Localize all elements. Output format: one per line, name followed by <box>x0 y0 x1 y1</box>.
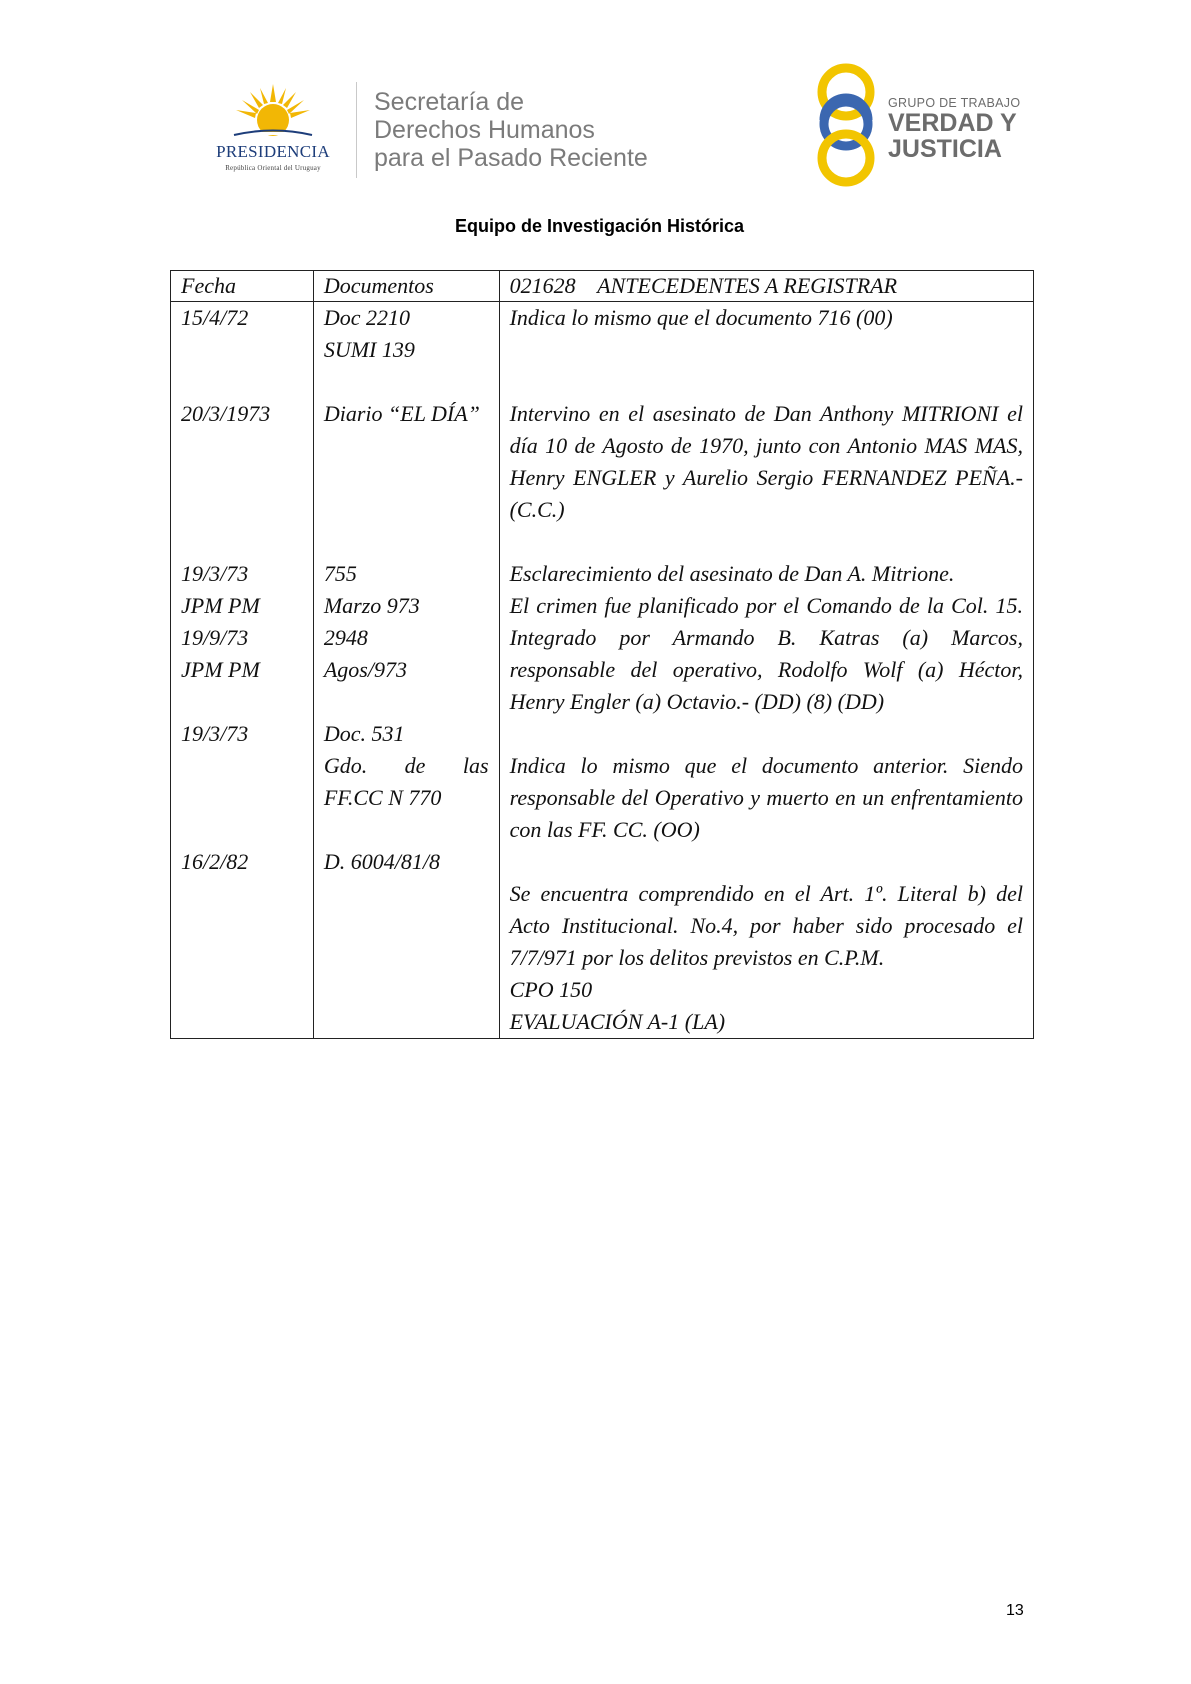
table-row <box>171 302 1034 367</box>
column-header-antecedentes: 021628 ANTECEDENTES A REGISTRAR <box>499 271 1033 302</box>
column-header-documentos: Documentos <box>313 271 499 302</box>
table-row <box>171 718 1034 846</box>
interlocking-rings-icon <box>812 62 884 192</box>
fecha-cell <box>171 302 314 367</box>
antecedentes-text: Indica lo mismo que el documento anterior. Siendo responsable del Operativo y muerto en un enfrentamiento con las FF. CC. (OO) <box>509 753 1023 842</box>
grupo-small-label: GRUPO DE TRABAJO <box>888 96 1021 110</box>
documento-value: Agos/973 <box>323 657 407 682</box>
antecedentes-text: Intervino en el asesinato de Dan Anthony MITRIONI el día 10 de Agosto de 1970, junto con Antonio MAS MAS, Henry ENGLER y Aurelio Sergio FERNANDEZ PEÑA.- (C.C.) <box>509 401 1023 522</box>
documentos-cell <box>313 302 499 367</box>
documento-value: Gdo. de las FF.CC N 770 <box>323 753 489 810</box>
antecedentes-text: Indica lo mismo que el documento 716 (00) <box>509 305 893 330</box>
documento-value: 755 <box>323 561 357 586</box>
presidencia-logo <box>198 80 348 180</box>
antecedentes-extra: CPO 150 <box>509 977 593 1002</box>
antecedentes-text: Se encuentra comprendido en el Art. 1º. Literal b) del Acto Institucional. No.4, por haber sido procesado el 7/7/971 por los delitos previstos en C.P.M. <box>509 881 1023 970</box>
fecha-value: 16/2/82 <box>181 849 249 874</box>
secretaria-line-3: para el Pasado Reciente <box>374 144 648 172</box>
table-row <box>171 846 1034 1039</box>
antecedentes-lead: Esclarecimiento del asesinato de Dan A. Mitrione. <box>509 561 955 586</box>
antecedentes-cell <box>499 398 1033 526</box>
documentos-cell <box>313 846 499 1039</box>
records-table <box>170 270 1034 1039</box>
documento-value: 2948 <box>323 625 368 650</box>
page-number: 13 <box>1006 1602 1024 1619</box>
fecha-cell <box>171 558 314 718</box>
fecha-cell <box>171 846 314 1039</box>
table-row <box>171 558 1034 718</box>
presidencia-subtitle: República Oriental del Uruguay <box>225 164 321 172</box>
fecha-value: 19/3/73 <box>181 561 249 586</box>
presidencia-name: PRESIDENCIA <box>216 142 330 161</box>
logo-divider <box>356 82 357 178</box>
documentos-cell <box>313 718 499 846</box>
documentos-cell <box>313 558 499 718</box>
fecha-value: 19/3/73 <box>181 721 249 746</box>
fecha-cell <box>171 398 314 526</box>
documento-value: SUMI 139 <box>323 337 415 362</box>
fecha-value: JPM PM <box>181 593 260 618</box>
team-title: Equipo de Investigación Histórica <box>454 216 745 236</box>
grupo-trabajo-text <box>888 96 1020 162</box>
secretaria-line-1: Secretaría de <box>374 88 525 116</box>
documento-value: Marzo 973 <box>323 593 420 618</box>
documento-value: Doc 2210 <box>323 305 410 330</box>
sun-emblem-icon <box>230 80 316 140</box>
secretaria-line-2: Derechos Humanos <box>374 116 595 144</box>
table-header-row <box>171 271 1034 302</box>
fecha-value: 19/9/73 <box>181 625 249 650</box>
documento-value: Diario “EL DÍA” <box>323 401 480 426</box>
antecedentes-cell <box>499 846 1033 1039</box>
fecha-value: 20/3/1973 <box>181 401 271 426</box>
fecha-value: JPM PM <box>181 657 260 682</box>
table-row <box>171 398 1034 526</box>
secretaria-title <box>374 88 648 172</box>
grupo-justicia: JUSTICIA <box>888 135 1002 163</box>
documento-value: D. 6004/81/8 <box>323 849 440 874</box>
page-header <box>0 0 1191 200</box>
antecedentes-text: El crimen fue planificado por el Comando de la Col. 15. Integrado por Armando B. Katras (a) Marcos, responsable del operativo, Rodolfo Wolf (a) Héctor, Henry Engler (a) Octavio.- (DD) (8) (DD) <box>509 593 1023 714</box>
fecha-cell <box>171 718 314 846</box>
antecedentes-cell <box>499 718 1033 846</box>
antecedentes-extra: EVALUACIÓN A-1 (LA) <box>509 1009 726 1034</box>
grupo-verdad: VERDAD Y <box>888 109 1017 137</box>
documentos-cell <box>313 398 499 526</box>
antecedentes-cell <box>499 302 1033 367</box>
documento-value: Doc. 531 <box>323 721 405 746</box>
antecedentes-cell <box>499 558 1033 718</box>
column-header-fecha: Fecha <box>171 271 314 302</box>
fecha-value: 15/4/72 <box>181 305 249 330</box>
verdad-justicia-logo <box>812 62 1042 192</box>
